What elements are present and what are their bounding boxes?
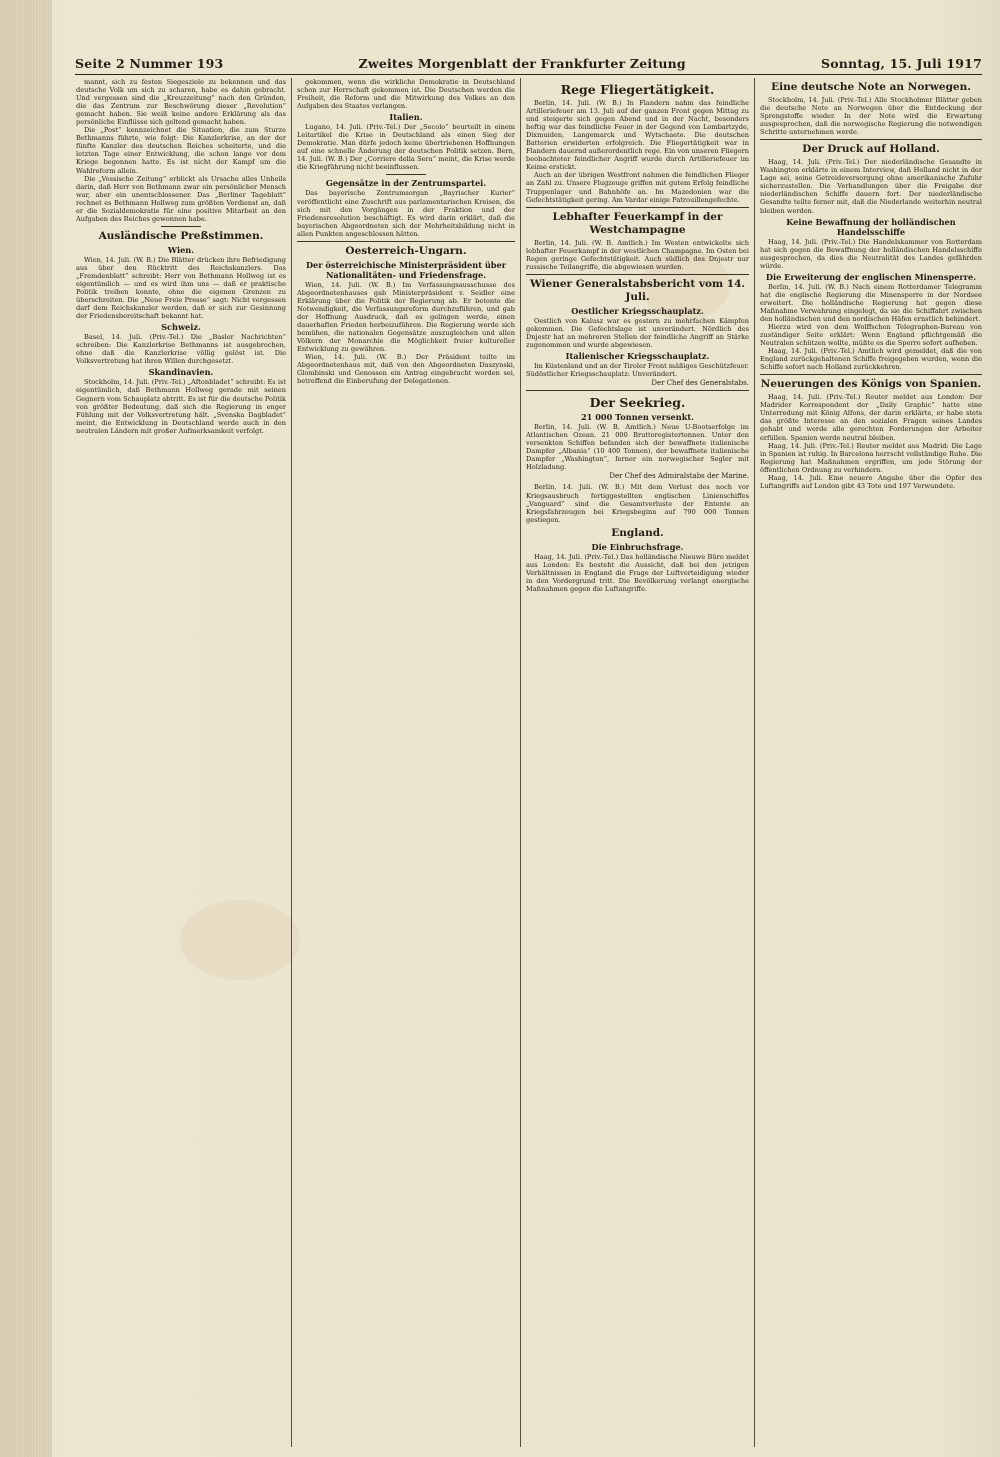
header-rule <box>75 74 982 75</box>
divider <box>297 241 515 242</box>
article-text: Haag, 14. Juli. Eine neuere Angabe über die Opfer des Luftangriffs auf London gibt 43 Tote und 197 Verwundete. <box>760 473 982 490</box>
section-heading: Wiener Generalstabsbericht vom 14. Juli. <box>529 277 746 303</box>
subheading: Wien. <box>167 244 195 255</box>
article-text: mannt, sich zu festen Siegesziele zu bekennen und das deutsche Volk um sich zu scharen, habe es dahin gebracht. Und vergessen sind die „Kreuzzeitung“ nach den Gründen, die das Zentrum zur Beschwörung dieser „Revolution“ gemacht haben. Sie weiß keine andere Erklärung als das persönliche Einflüsse sich geltend gemacht haben. <box>76 78 286 127</box>
article-text: Auch an der übrigen Westfront nahmen die feindlichen Flieger an Zahl zu. Unsere Flugzeuge griffen mit gutem Erfolg feindliche Truppenlager und Bahnhöfe an. Im Mazedonien war die Gefechtstätigkeit gering. Am Vardar einige Patrouillengefechte. <box>526 171 749 204</box>
divider <box>760 139 982 140</box>
subheading: Der österreichische Ministerpräsident über Nationalitäten- und Friedensfrage. <box>305 259 507 280</box>
article-text: Hierzu wird von dem Wolffschen Telegraphen-Bureau von zuständiger Seite erklärt: Wenn England pflichtgemäß die Neutralen schützen wollte, müßte es die Sperre sofort aufheben. <box>760 322 982 348</box>
column-separator <box>291 78 292 1447</box>
article-text: Haag, 14. Juli. (Priv.-Tel.) Der niederländische Gesandte in Washington erklärte in einem Interview, daß Holland nicht in der Lage sei, seine Getreideversorgung ohne amerikanische Zufuhr sicherzustellen. Die Verhandlungen über die Freigabe der niederländischen Schiffe dauern fort. Der niederländische Gesandte teilte ferner mit, daß die Niederlande weiterhin neutral bleiben werden. <box>760 158 982 215</box>
column-1 <box>76 78 286 1447</box>
section-heading: Ausländische Preßstimmen. <box>98 229 264 242</box>
divider <box>526 274 749 275</box>
section-heading: Gegensätze in der Zentrumspartei. <box>325 178 487 189</box>
subheading: Schweiz. <box>161 322 201 333</box>
article-text: Berlin, 14. Juli. (W. B.) In Flandern nahm das feindliche Artilleriefeuer am 13. Juli auf der ganzen Front gegen Mittag zu und steigerte sich gegen Abend und in der Nacht, besonders heftig war das feindliche Feuer in der Gegend von Lombartzyde, Dixmuiden, Langemarck und Wytschaete. Die deutschen Batterien erwiderten erfolgreich. Die Fliegertätigkeit war in Flandern dauernd außerordentlich rege. Ein von unseren Fliegern beobachteter feindlicher Angriff wurde durch Artilleriefeuer im Keime erstickt. <box>526 99 749 172</box>
article-text: Wien, 14. Juli. (W. B.) Der Präsident teilte im Abgeordnetenhaus mit, daß von den Abgeordneten Daszynski, Glombinski und Genossen ein Antrag eingebracht worden sei, betreffend die Einberufung der Delegationen. <box>297 353 515 386</box>
article-text: gekommen, wenn die wirkliche Demokratie in Deutschland schon zur Herrschaft gekommen ist. Die Deutschen werden die Freiheit, die Reform und die Mitwirkung des Volkes an den Aufgaben des Staates verlangen. <box>297 78 515 111</box>
article-text: Haag, 14. Juli. (Priv.-Tel.) Reuter meldet aus London: Der Madrider Korrespondent der „Daily Graphic“ hatte eine Unterredung mit König Alfons, der darin erklärte, er habe stets das größte Interesse an den sozialen Fragen seines Landes gehabt und werde alle gerechten Forderungen der Arbeiter erfüllen. Spanien werde neutral bleiben. <box>760 393 982 442</box>
article-text: Haag, 14. Juli. (Priv.-Tel.) Das holländische Nieuwe Büro meldet aus London: Es besteht die Aussicht, daß bei den jetzigen Verhältnissen in England die Frage der Luftverteidigung wieder in den Vordergrund tritt. Die Bevölkerung verlangt energische Maßnahmen gegen die Luftangriffe. <box>526 552 749 593</box>
subheading: Italien. <box>389 112 423 123</box>
divider <box>386 174 426 175</box>
article-text: Berlin, 14. Juli. (W. B.) Mit dem Verlust des noch vor Kriegsausbruch fertiggestellten englischen Linienschiffes „Vanguard“ sind die Gesamtverluste der Entente an Kriegsfahrzeugen bei Kriegsbeginn auf 790 000 Tonnen gestiegen. <box>526 483 749 524</box>
subheading: 21 000 Tonnen versenkt. <box>580 412 695 423</box>
header-page-number: Seite 2 Nummer 193 <box>75 56 224 71</box>
section-heading: Rege Fliegertätigkeit. <box>560 82 715 97</box>
article-text: Stockholm, 14. Juli. (Priv.-Tel.) Alle Stockholmer Blätter geben die deutsche Note an Norwegen über die Entdeckung der Sprengstoffe wieder. In der Note wird die Erwartung ausgesprochen, daß die norwegische Regierung die notwendigen Schritte unternehmen werde. <box>760 96 982 137</box>
article-text: Berlin, 14. Juli. (W. B.) Nach einem Rotterdamer Telegramm hat die englische Regierung die Minensperre in der Nordsee erweitert. Die holländische Regierung hat gegen diese Maßnahme Verwahrung eingelegt, da sie die Schiffahrt zwischen den holländischen und den nordischen Häfen ernstlich behindert. <box>760 282 982 323</box>
subheading: Oestlicher Kriegsschauplatz. <box>571 305 704 316</box>
divider <box>161 226 201 227</box>
subheading: Die Einbruchsfrage. <box>591 541 684 552</box>
column-4 <box>760 78 982 1447</box>
subheading: Keine Bewaffnung der holländischen Handelsschiffe <box>786 216 956 237</box>
page-binding-edge <box>0 0 52 1457</box>
section-heading: Eine deutsche Note an Norwegen. <box>771 81 971 93</box>
subheading: Die Erweiterung der englischen Minensperre. <box>765 271 977 282</box>
column-separator <box>520 78 521 1447</box>
section-heading: Lebhafter Feuerkampf in der Westchampagne <box>552 210 723 236</box>
article-text: Im Küstenland und an der Tiroler Front mäßiges Geschützfeuer. Südöstlicher Kriegsschauplatz: Unverändert. <box>526 361 749 379</box>
column-separator <box>754 78 755 1447</box>
signature: Der Chef des Admiralstabs der Marine. <box>609 472 749 481</box>
article-text: Basel, 14. Juli. (Priv.-Tel.) Die „Basler Nachrichten“ schreiben: Die Kanzlerkrise Bethmanns ist ausgebrochen, ohne daß die Kanzlerkrise völlig gelöst ist. Die Volksvertretung hat ihren Willen durchgesetzt. <box>76 333 286 366</box>
section-heading: Der Druck auf Holland. <box>802 143 940 156</box>
article-text: Haag, 14. Juli. (Priv.-Tel.) Reuter meldet aus Madrid: Die Lage in Spanien ist ruhig. In Barcelona herrscht vollständige Ruhe. Die Regierung hat Maßnahmen ergriffen, um jede Störung der öffentlichen Ordnung zu verhindern. <box>760 441 982 474</box>
divider <box>760 374 982 375</box>
page-header <box>75 56 982 74</box>
column-3 <box>526 78 749 1447</box>
article-text: Haag, 14. Juli. (Priv.-Tel.) Die Handelskammer von Rotterdam hat sich gegen die Bewaffnung der holländischen Handelsschiffe ausgesprochen, da dies die Neutralität des Landes gefährden würde. <box>760 237 982 270</box>
article-text: Wien, 14. Juli. (W. B.) Die Blätter drücken ihre Befriedigung aus über den Rücktritt des Reichskanzlers. Das „Fremdenblatt“ schreibt: Herr von Bethmann Hollweg ist es eigentümlich — und es wird ihm uns — daß er praktische Politik treiben konnte, ohne die eigenen Grenzen zu überschreiten. Die „Neue Freie Presse“ sagt: Nicht vergessen darf dem Reichskanzler werden, daß er sich zur Gesinnung der Friedensbereitschaft bekannt hat. <box>76 255 286 321</box>
subheading: Skandinavien. <box>148 367 214 378</box>
section-heading: England. <box>611 526 664 539</box>
subheading: Italienischer Kriegsschauplatz. <box>565 350 710 361</box>
article-text: Das bayerische Zentrumsorgan „Bayrischer Kurier“ veröffentlicht eine Zuschrift aus parlamentarischen Kreisen, die sich mit den Vorgängen in der Fraktion und der Friedensresolution beschäftigt. Es wird darin erklärt, daß die bayerischen Abgeordneten sich der Mehrheitsbildung nicht in allen Punkten angeschlossen hätten. <box>297 189 515 238</box>
header-masthead: Zweites Morgenblatt der Frankfurter Zeitung <box>358 56 686 71</box>
signature: Der Chef des Generalstabs. <box>651 379 749 388</box>
section-heading: Der Seekrieg. <box>589 395 686 411</box>
section-heading: Neuerungen des Königs von Spanien. <box>760 378 982 391</box>
article-text: Die „Vossische Zeitung“ erblickt als Ursache alles Unheils darin, daß Herr von Bethmann zwar ein persönlicher Mensch war, aber ein unentschlossener. Das „Berliner Tageblatt“ rechnet es Bethmann Hollweg zum größten Verdienst an, daß er die Sozialdemokratie für eine positive Mitarbeit an den Aufgaben des Reiches gewonnen habe. <box>76 174 286 223</box>
divider <box>526 390 749 391</box>
article-text: Wien, 14. Juli. (W. B.) Im Verfassungsausschusse des Abgeordnetenhauses gab Ministerpräsident v. Seidler eine Erklärung über die Politik der Regierung ab. Er betonte die Notwendigkeit, die Verfassungsreform durchzuführen, und gab der Hoffnung Ausdruck, daß es gelingen werde, einen dauerhaften Frieden herbeizuführen. Die Regierung werde sich bemühen, die nationalen Gegensätze auszugleichen und allen Völkern der Monarchie die Möglichkeit freier kultureller Entwicklung zu gewähren. <box>297 280 515 354</box>
divider <box>526 207 749 208</box>
article-text: Berlin, 14. Juli. (W. B. Amtlich.) Neue U-Bootserfolge im Atlantischen Ozean. 21 000 Bruttoregistertonnen. Unter den versenkten Schiffen befanden sich der bewaffnete italienische Dampfer „Albania“ (10 400 Tonnen), der bewaffnete italienische Dampfer „Washington“, ferner ein norwegischer Segler mit Holzladung. <box>526 423 749 472</box>
article-text: Stockholm, 14. Juli. (Priv.-Tel.) „Aftonbladet“ schreibt: Es ist eigentümlich, daß Bethmann Hollweg gerade mit seinen Gegnern vom Schauplatz abtritt. Es ist für die deutsche Politik von größter Bedeutung, daß sich die Regierung in enger Fühlung mit der Volksvertretung hält. „Svenska Dagbladet“ meint, die Entwicklung in Deutschland werde auch in den neutralen Ländern mit großer Aufmerksamkeit verfolgt. <box>76 378 286 435</box>
header-date: Sonntag, 15. Juli 1917 <box>820 56 982 71</box>
article-text: Haag, 14. Juli. (Priv.-Tel.) Amtlich wird gemeldet, daß die von England zurückgehaltenen Schiffe freigegeben wurden, wenn die Schiffe sofort nach Holland zurückkehren. <box>760 347 982 372</box>
article-text: Lugano, 14. Juli. (Priv.-Tel.) Der „Secolo“ beurteilt in einem Leitartikel die Krise in Deutschland als einen Sieg der Demokratie. Man dürfe jedoch keine übertriebenen Hoffnungen auf eine schnelle Änderung der deutschen Politik setzen. Bern, 14. Juli. (W. B.) Der „Corriere della Sera“ meint, die Krise werde die Kriegführung nicht beeinflussen. <box>297 123 515 172</box>
article-text: Oestlich von Kalusz war es gestern zu mehrfachen Kämpfen gekommen. Die Gefechtslage ist unverändert. Nördlich des Dnjestr hat an mehreren Stellen der feindliche Angriff an Stärke zugenommen und wurde abgewiesen. <box>526 316 749 349</box>
article-text: Die „Post“ kennzeichnet die Situation, die zum Sturze Bethmanns führte, wie folgt: Die Kanzlerkrise, an der der fünfte Kanzler des deutschen Reiches scheiterte, und die letzten Tage einer Entwicklung, die schon lange vor dem Kriege begonnen hatte. Es ist nicht der Kampf um die Wahlreform allein. <box>76 126 286 175</box>
section-heading: Oesterreich-Ungarn. <box>345 244 467 257</box>
column-2 <box>297 78 515 1447</box>
article-text: Berlin, 14. Juli. (W. B. Amtlich.) Im Westen entwickelte sich lebhafter Feuerkampf in der westlichen Champagne. Im Osten bei Regen geringe Gefechtstätigkeit. Auch südlich des Dnjestr nur russische Teilangriffe, die abgewiesen wurden. <box>526 238 749 271</box>
